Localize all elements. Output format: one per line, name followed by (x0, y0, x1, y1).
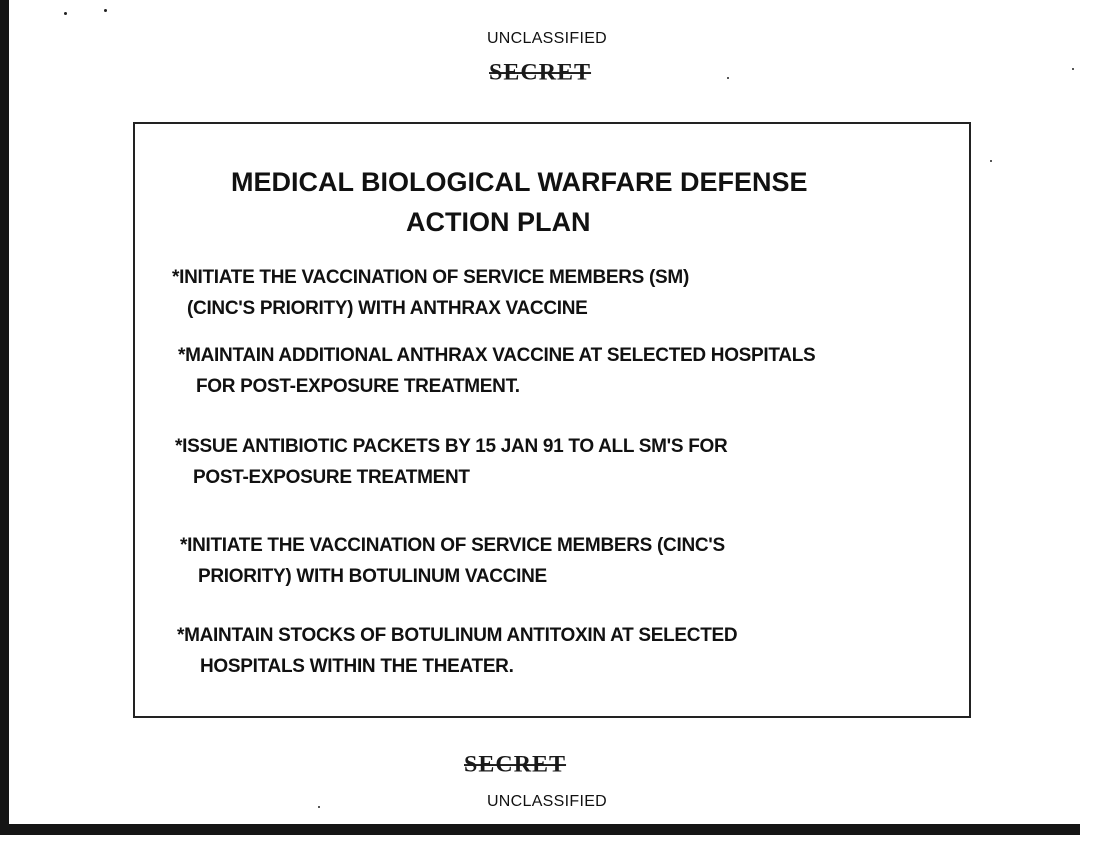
action-item-2 (178, 340, 815, 402)
action-item-3-line1: *ISSUE ANTIBIOTIC PACKETS BY 15 JAN 91 TO ALL SM'S FOR (175, 436, 728, 457)
top-classification-marking: UNCLASSIFIED (486, 30, 608, 47)
action-item-5 (177, 620, 737, 682)
action-item-1-line1: *INITIATE THE VACCINATION OF SERVICE MEMBERS (SM) (172, 267, 689, 288)
action-item-4 (180, 530, 725, 592)
action-item-1 (172, 262, 689, 324)
bottom-border-rule (0, 824, 1080, 835)
action-item-3 (175, 431, 727, 493)
action-item-5-line1: *MAINTAIN STOCKS OF BOTULINUM ANTITOXIN AT SELECTED (177, 625, 738, 646)
action-item-1-line2: (CINC'S PRIORITY) WITH ANTHRAX VACCINE (187, 298, 588, 319)
action-item-3-line2: POST-EXPOSURE TREATMENT (193, 467, 470, 488)
title-line-2: ACTION PLAN (406, 207, 591, 237)
scan-speck (1072, 68, 1074, 70)
bottom-stamp-struck: SECRET (464, 752, 567, 778)
action-item-5-line2: HOSPITALS WITHIN THE THEATER. (200, 656, 514, 677)
action-item-4-line2: PRIORITY) WITH BOTULINUM VACCINE (198, 566, 547, 587)
scan-speck (990, 160, 992, 162)
left-border-rule (0, 0, 9, 835)
bottom-classification-marking: UNCLASSIFIED (486, 793, 608, 810)
scan-speck (727, 77, 729, 79)
scan-speck (64, 12, 67, 15)
action-item-2-line1: *MAINTAIN ADDITIONAL ANTHRAX VACCINE AT SELECTED HOSPITALS (178, 345, 816, 366)
scan-speck (104, 9, 107, 12)
title-line-1: MEDICAL BIOLOGICAL WARFARE DEFENSE (231, 167, 808, 197)
top-stamp-struck: SECRET (489, 60, 592, 86)
action-item-4-line1: *INITIATE THE VACCINATION OF SERVICE MEMBERS (CINC'S (180, 535, 725, 556)
action-item-2-line2: FOR POST-EXPOSURE TREATMENT. (196, 376, 520, 397)
